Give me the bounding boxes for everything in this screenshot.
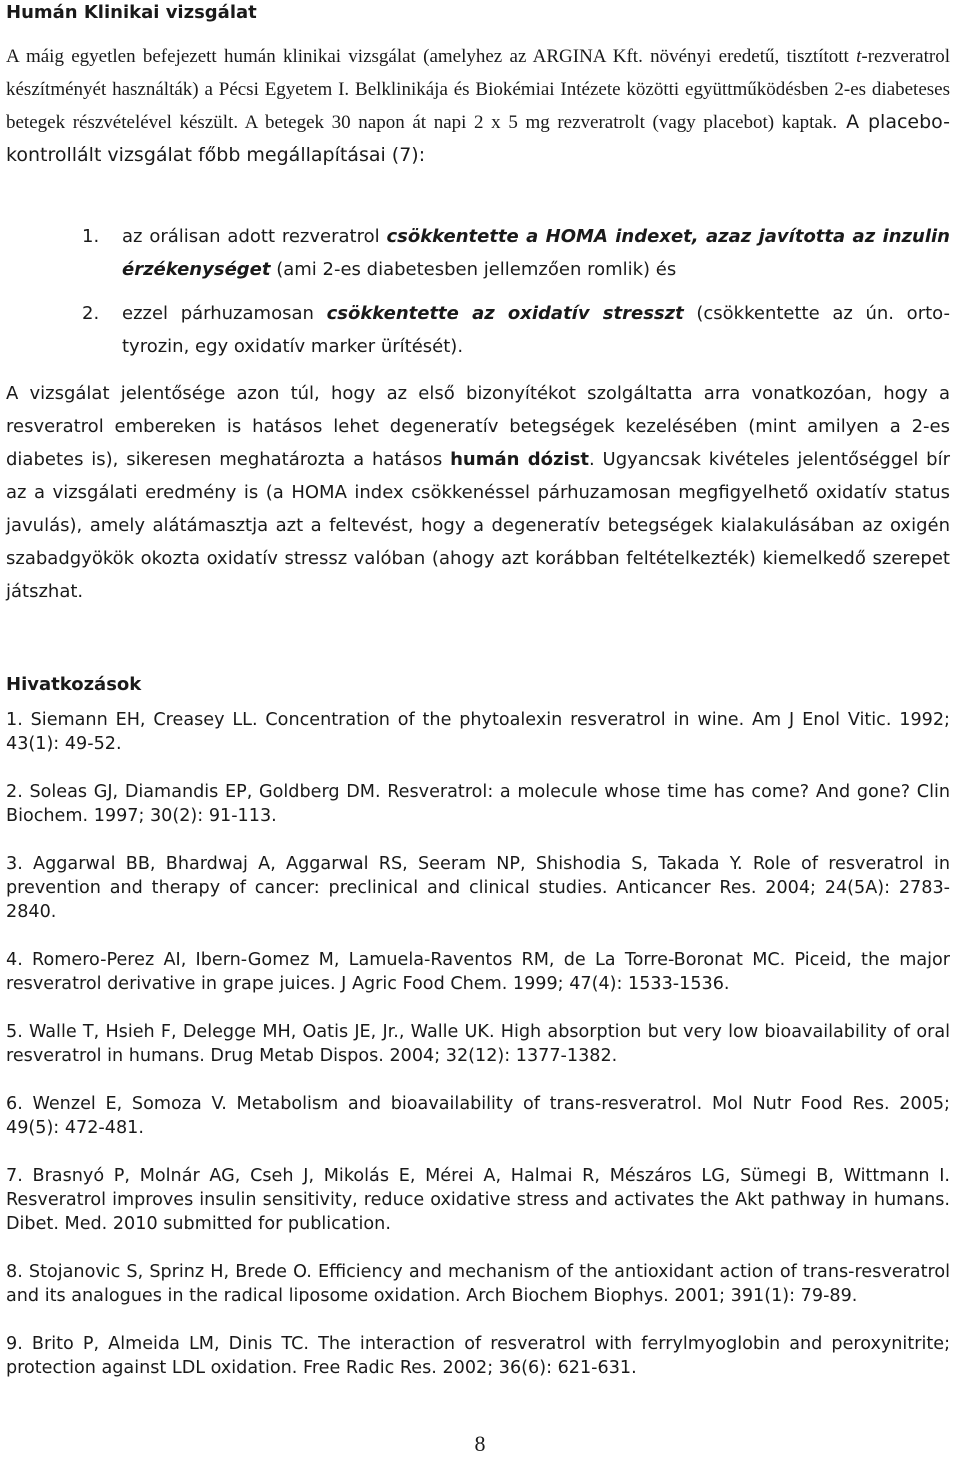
finding-pre: ezzel párhuzamosan	[122, 303, 327, 324]
findings-list	[6, 220, 950, 374]
finding-pre: az orálisan adott rezveratrol	[122, 226, 387, 247]
reference-item: 9. Brito P, Almeida LM, Dinis TC. The interaction of resveratrol with ferrylmyoglobin and peroxynitrite; protection against LDL oxidation. Free Radic Res. 2002; 36(6): 621-631.	[6, 1334, 950, 1378]
finding-emphasis: csökkentette a HOMA indexet, azaz javította az inzulin érzékenységet	[122, 226, 950, 280]
intro-paragraph	[6, 40, 950, 172]
intro-text-3: A placebo-kontrollált vizsgálat főbb megállapításai (7):	[6, 111, 951, 166]
references-list	[6, 708, 950, 1404]
significance-text-1: A vizsgálat jelentősége azon túl, hogy az első bizonyítékot szolgáltatta arra vonatkozóan, hogy a resveratrol embereken is hatásos lehet degeneratív betegségek kezelésében (mint amilyen a 2-es diabetes is), sikeresen meghatározta a hatásos	[6, 383, 950, 470]
intro-text-1: A máig egyetlen befejezett humán klinikai vizsgálat (amelyhez az ARGINA Kft. növényi eredetű, tisztított	[6, 46, 857, 67]
reference-item: 7. Brasnyó P, Molnár AG, Cseh J, Mikolás E, Mérei A, Halmai R, Mészáros LG, Sümegi B, Wittmann I. Resveratrol improves insulin sensitivity, reduce oxidative stress and activates the Akt pathway in humans. Dibet. Med. 2010 submitted for publication.	[6, 1166, 950, 1234]
reference-item: 4. Romero-Perez AI, Ibern-Gomez M, Lamuela-Raventos RM, de La Torre-Boronat MC. Piceid, the major resveratrol derivative in grape juices. J Agric Food Chem. 1999; 47(4): 1533-1536.	[6, 950, 950, 994]
reference-item: 8. Stojanovic S, Sprinz H, Brede O. Efficiency and mechanism of the antioxidant action of trans-resveratrol and its analogues in the radical liposome oxidation. Arch Biochem Biophys. 2001; 391(1): 79-89.	[6, 1262, 950, 1306]
section-heading: Humán Klinikai vizsgálat	[6, 2, 257, 23]
list-item-number: 2.	[82, 303, 100, 324]
reference-item: 2. Soleas GJ, Diamandis EP, Goldberg DM. Resveratrol: a molecule whose time has come? And gone? Clin Biochem. 1997; 30(2): 91-113.	[6, 782, 950, 826]
list-item-text	[122, 297, 950, 363]
list-item-number: 1.	[82, 226, 100, 247]
page-number: 8	[474, 1431, 486, 1456]
reference-item: 5. Walle T, Hsieh F, Delegge MH, Oatis JE, Jr., Walle UK. High absorption but very low bioavailability of oral resveratrol in humans. Drug Metab Dispos. 2004; 32(12): 1377-1382.	[6, 1022, 950, 1066]
significance-bold: humán dózist	[450, 449, 590, 470]
significance-paragraph	[6, 377, 950, 608]
finding-emphasis: csökkentette az oxidatív stresszt	[326, 303, 684, 324]
references-heading: Hivatkozások	[6, 674, 142, 695]
finding-post: (ami 2-es diabetesben jellemzően romlik) és	[270, 259, 677, 280]
list-item-text	[122, 220, 950, 286]
reference-item: 3. Aggarwal BB, Bhardwaj A, Aggarwal RS, Seeram NP, Shishodia S, Takada Y. Role of resveratrol in prevention and therapy of cancer: preclinical and clinical studies. Anticancer Res. 2004; 24(5A): 2783-2840.	[6, 854, 950, 922]
intro-italic-t: t	[856, 46, 862, 67]
list-item	[6, 297, 950, 363]
finding-post: (csökkentette az ún. orto-tyrozin, egy oxidatív marker ürítését).	[122, 303, 950, 357]
list-item	[6, 220, 950, 286]
reference-item: 6. Wenzel E, Somoza V. Metabolism and bioavailability of trans-resveratrol. Mol Nutr Food Res. 2005; 49(5): 472-481.	[6, 1094, 950, 1138]
significance-text-2: . Ugyancsak kivételes jelentőséggel bír az a vizsgálati eredmény is (a HOMA index csökkenéssel párhuzamosan megfigyelhető oxidatív status javulás), amely alátámasztja azt a feltevést, hogy a degeneratív betegségek kialakulásában az oxigén szabadgyökök okozta oxidatív stressz valóban (ahogy azt korábban feltételkezték) kiemelkedő szerepet játszhat.	[6, 449, 950, 602]
intro-text-2: -rezveratrol készítményét használták) a Pécsi Egyetem I. Belklinikája és Biokémiai Intézete közötti együttműködésben 2-es diabeteses betegek részvételével készült. A betegek 30 napon át napi 2 x 5 mg rezveratrolt (vagy placebot) kaptak.	[6, 46, 950, 133]
reference-item: 1. Siemann EH, Creasey LL. Concentration of the phytoalexin resveratrol in wine. Am J Enol Vitic. 1992; 43(1): 49-52.	[6, 710, 950, 754]
